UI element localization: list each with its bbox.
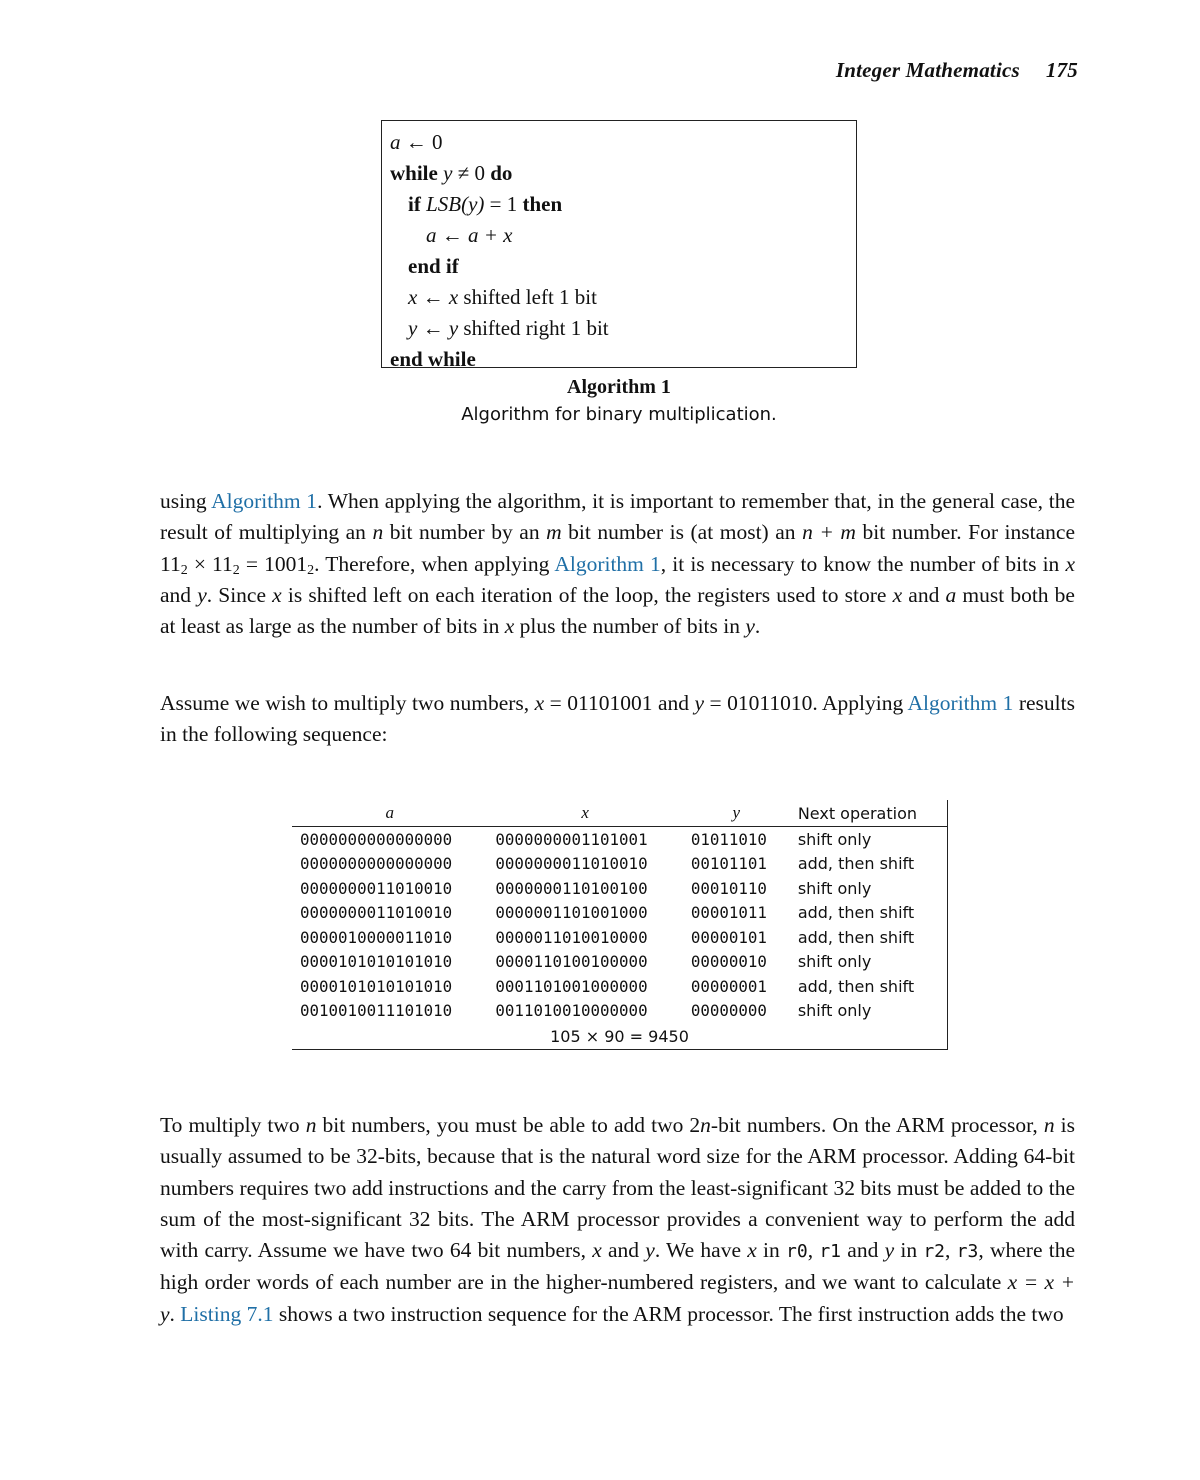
text: results in the following sequence: — [160, 691, 1075, 747]
math-var: y — [197, 582, 207, 607]
math-var: a — [945, 582, 957, 607]
column-header-a: a — [292, 800, 487, 827]
register-name: r3 — [956, 1241, 979, 1263]
cell-a: 0010010011101010 — [300, 1001, 453, 1021]
algorithm-box — [381, 120, 857, 371]
cell-y: 01011010 — [690, 829, 767, 849]
table-row — [292, 999, 948, 1024]
table-row — [292, 925, 948, 950]
cell-x: 0000110100100000 — [495, 952, 648, 972]
table-row — [292, 974, 948, 999]
algo-var: x — [448, 285, 459, 309]
cell-a: 0000101010101010 — [300, 952, 453, 972]
text: . Therefore, when applying — [314, 551, 555, 576]
table-result: 105 × 90 = 9450 — [292, 1023, 948, 1050]
cell-a: 0000000000000000 — [300, 854, 453, 874]
table-footer-row — [292, 1023, 948, 1050]
math-var: n — [700, 1113, 711, 1137]
text: To multiply two — [160, 1113, 306, 1137]
algo-line-3 — [390, 189, 848, 220]
cell-a: 0000010000011010 — [300, 927, 453, 947]
algo-keyword: end if — [408, 254, 459, 278]
cell-a: 0000101010101010 — [300, 976, 453, 996]
text: bit number by an — [383, 520, 547, 545]
math-var: x — [534, 691, 545, 715]
column-header-x: x — [487, 800, 682, 827]
text: in — [894, 1238, 924, 1263]
text: must both be at least as large as the number of bits in — [160, 582, 1075, 639]
algo-keyword: then — [522, 192, 563, 216]
algo-text: ≠ 0 — [452, 161, 491, 185]
algo-fn: LSB — [426, 192, 462, 216]
algorithm-caption-description: Algorithm for binary multiplication. — [461, 404, 777, 425]
algo-line-7 — [390, 313, 848, 344]
text: = 01101001 and — [544, 691, 695, 715]
math-var: n — [1043, 1113, 1055, 1137]
column-header-next-operation: Next operation — [790, 800, 948, 827]
text: . When applying the algorithm, it is important to remember that, in the general case, the result of multiplying an — [160, 489, 1075, 545]
running-head — [836, 58, 1078, 83]
algo-text: ← — [417, 316, 449, 340]
algo-text: ← 0 — [400, 130, 443, 154]
listing-link[interactable]: Listing 7.1 — [180, 1301, 274, 1326]
paragraph-3 — [160, 1110, 1075, 1330]
text: , where the high order words of each number are in the higher-numbered registers, and we want to calculate — [160, 1238, 1076, 1295]
multiplication-sequence-table — [292, 800, 948, 1050]
subscript: 2 — [232, 562, 240, 578]
paragraph-2 — [160, 688, 1075, 751]
cell-x: 0000011010010000 — [495, 927, 648, 947]
table-row — [292, 852, 948, 877]
algo-keyword: if — [408, 192, 427, 216]
algo-text: ← — [417, 285, 449, 309]
algorithm-caption-title: Algorithm 1 — [567, 376, 671, 398]
text: and — [601, 1238, 646, 1263]
math-var: n — [372, 520, 384, 545]
algo-var: y — [443, 161, 453, 185]
math-var: x — [892, 582, 903, 607]
math-var: x — [272, 582, 282, 607]
page-number: 175 — [1045, 58, 1078, 82]
math-var: x — [592, 1238, 602, 1263]
math-var: n — [305, 1113, 317, 1137]
algo-line-2 — [390, 158, 848, 189]
text: , — [807, 1238, 820, 1263]
cell-x: 0000000110100100 — [495, 878, 648, 898]
subscript: 2 — [180, 562, 188, 578]
text: using — [160, 489, 212, 513]
cell-a: 0000000011010010 — [300, 903, 453, 923]
text: . — [169, 1301, 181, 1326]
column-header-y: y — [683, 800, 790, 827]
text: bit number is (at most) an — [561, 520, 803, 545]
cell-y: 00000000 — [690, 1001, 767, 1021]
algo-line-8 — [390, 344, 848, 375]
algo-expr: a ← a + x — [426, 223, 513, 247]
register-name: r0 — [786, 1241, 808, 1263]
algo-line-4 — [390, 220, 848, 251]
cell-y: 00010110 — [690, 878, 767, 898]
cell-op: shift only — [790, 950, 948, 975]
algo-var: a — [390, 130, 401, 154]
text: shows a two instruction sequence for the ARM processor. The first instruction adds the two — [273, 1301, 1064, 1326]
text: is shifted left on each iteration of the loop, the registers used to store — [281, 582, 893, 607]
math-var: m — [546, 520, 562, 545]
math-var: y — [694, 691, 705, 715]
algo-keyword: while — [390, 161, 444, 185]
cell-op: add, then shift — [790, 852, 948, 877]
math-expr: n + m — [802, 520, 856, 545]
math-var: y — [645, 1238, 655, 1263]
cell-op: shift only — [790, 999, 948, 1024]
text: Assume we wish to multiply two numbers, — [160, 691, 535, 715]
cell-y: 00000010 — [690, 952, 767, 972]
cell-y: 00101101 — [690, 854, 767, 874]
running-title: Integer Mathematics — [835, 58, 1020, 82]
cell-x: 0000001101001000 — [495, 903, 648, 923]
table-row — [292, 876, 948, 901]
math-var: y — [745, 614, 755, 639]
text: bit number. For instance 11 — [160, 520, 1076, 576]
algo-text: shifted right 1 bit — [458, 316, 609, 340]
cell-op: add, then shift — [790, 901, 948, 926]
table-header-row — [292, 800, 948, 827]
text: . We have — [654, 1238, 748, 1263]
text: plus the number of bits in — [514, 614, 746, 639]
register-name: r2 — [923, 1241, 946, 1263]
text: in — [756, 1238, 787, 1263]
table-row — [292, 901, 948, 926]
algo-line-1 — [390, 127, 848, 158]
math-var: y — [884, 1238, 895, 1263]
register-name: r1 — [819, 1241, 842, 1263]
cell-op: add, then shift — [790, 974, 948, 999]
algo-keyword: do — [490, 161, 513, 185]
text: , it is necessary to know the number of bits in — [660, 551, 1066, 576]
text: and — [841, 1238, 885, 1263]
cell-x: 0011010010000000 — [495, 1001, 648, 1021]
cell-x: 0000000001101001 — [495, 829, 648, 849]
text: , — [945, 1238, 957, 1263]
algo-keyword: end while — [390, 347, 476, 371]
text: . Since — [206, 582, 273, 607]
algorithm-link[interactable]: Algorithm 1 — [211, 489, 318, 513]
cell-y: 00001011 — [690, 903, 767, 923]
paragraph-1 — [160, 486, 1075, 642]
cell-a: 0000000000000000 — [300, 829, 453, 849]
algo-text: = 1 — [484, 192, 523, 216]
algorithm-link[interactable]: Algorithm 1 — [907, 691, 1014, 715]
table-row — [292, 827, 948, 852]
algo-var: y — [408, 316, 418, 340]
cell-y: 00000101 — [690, 927, 767, 947]
cell-a: 0000000011010010 — [300, 878, 453, 898]
text: bit numbers, you must be able to add two 2 — [316, 1113, 701, 1137]
algo-var: x — [408, 285, 418, 309]
algo-var: y — [448, 316, 459, 340]
algo-text: shifted left 1 bit — [458, 285, 597, 309]
math-expr: x = x + y — [160, 1270, 1075, 1326]
text: and — [902, 582, 946, 607]
algo-arg: (y) — [461, 192, 485, 216]
math-var: x — [747, 1238, 757, 1263]
math-var: x — [1065, 551, 1075, 576]
text: × 11 — [187, 551, 233, 576]
subscript: 2 — [307, 562, 315, 578]
cell-x: 0001101001000000 — [495, 976, 648, 996]
cell-x: 0000000011010010 — [495, 854, 648, 874]
text: is usually assumed to be 32-bits, because that is the natural word size for the ARM processor. Adding 64-bit numbers requires two add instructions and the carry from the least-significant 32 bits must be added to the sum of the most-significant 32 bits. The ARM processor provides a convenient way to perform the add with carry. Assume we have two 64 bit numbers, — [160, 1113, 1076, 1263]
cell-op: shift only — [790, 827, 948, 852]
text: = 1001 — [239, 551, 308, 576]
algorithm-link[interactable]: Algorithm 1 — [554, 551, 661, 576]
text: and — [160, 582, 198, 607]
algo-line-6 — [390, 282, 848, 313]
cell-y: 00000001 — [690, 976, 767, 996]
cell-op: shift only — [790, 876, 948, 901]
text: . — [754, 614, 761, 639]
algo-line-5 — [390, 251, 848, 282]
text: -bit numbers. On the ARM processor, — [710, 1113, 1044, 1137]
cell-op: add, then shift — [790, 925, 948, 950]
math-var: x — [504, 614, 515, 639]
text: = 01011010. Applying — [704, 691, 908, 715]
table-row — [292, 950, 948, 975]
